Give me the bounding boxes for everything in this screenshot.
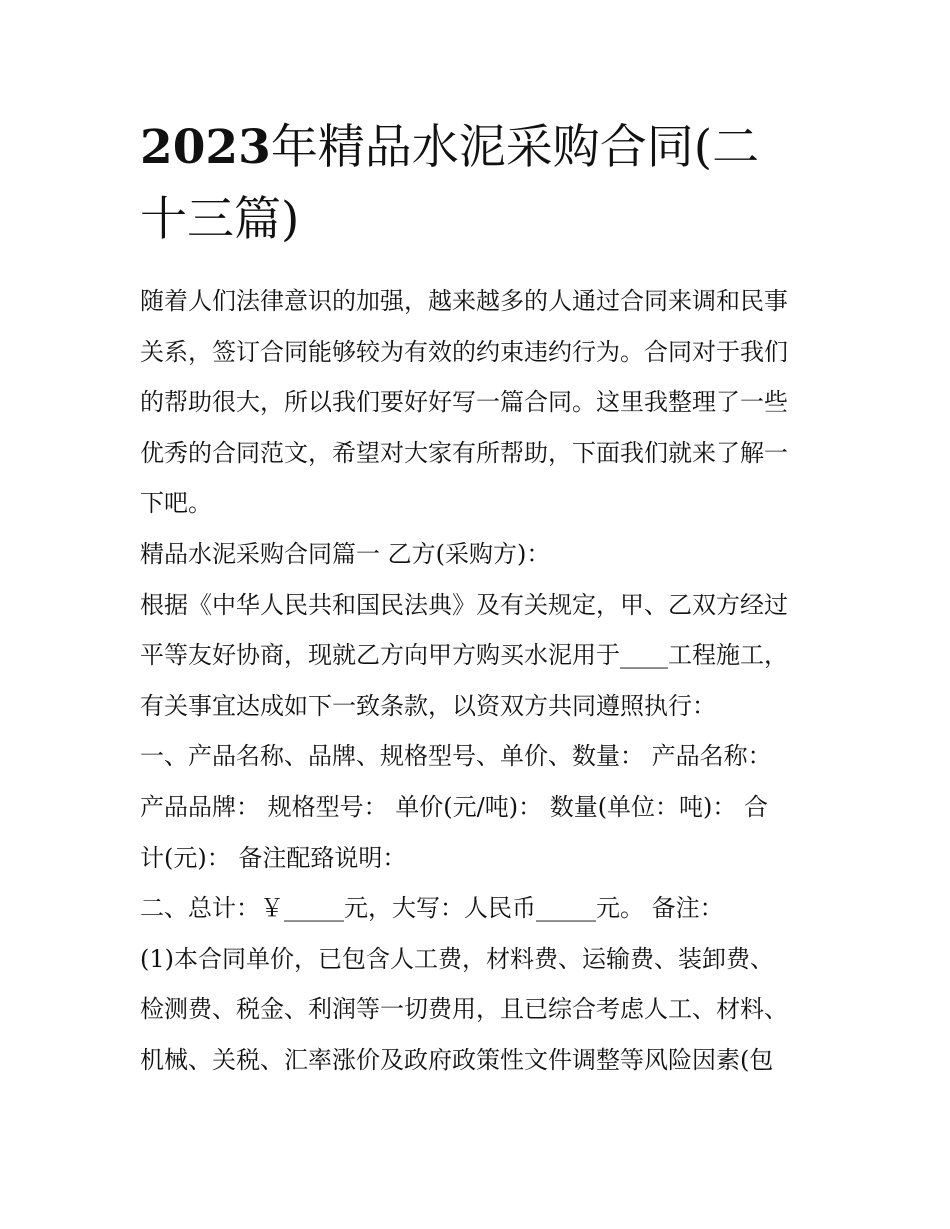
clause-2 <box>140 883 820 934</box>
preamble-paragraph <box>140 580 820 732</box>
clause-1-line: 计(元)： 备注配臵说明： <box>140 843 407 872</box>
document-title <box>140 112 820 256</box>
preamble-line: 有关事宜达成如下一致条款，以资双方共同遵照执行： <box>140 691 716 720</box>
intro-line: 随着人们法律意识的加强，越来越多的人通过合同来调和民事 <box>140 287 788 315</box>
title-line-1-text: 年精品水泥采购合同(二 <box>270 120 760 175</box>
section-heading-text: 精品水泥采购合同篇一 乙方(采购方)： <box>140 539 551 568</box>
intro-line: 关系，签订合同能够较为有效的约束违约行为。合同对于我们 <box>140 337 788 366</box>
intro-paragraph <box>140 276 820 529</box>
note-1-line: 机械、关税、汇率涨价及政府政策性文件调整等风险因素(包 <box>140 1045 774 1074</box>
clause-1-line: 一、产品名称、品牌、规格型号、单价、数量： 产品名称： <box>140 742 772 771</box>
document-body <box>140 276 820 1086</box>
clause-2-line: 二、总计：￥_____元，大写：人民币_____元。 备注： <box>140 894 724 923</box>
title-year: 2023 <box>140 120 271 175</box>
note-1-line: (1)本合同单价，已包含人工费，材料费、运输费、装卸费、 <box>140 944 774 973</box>
clause-1 <box>140 731 820 883</box>
intro-line: 下吧。 <box>140 489 212 518</box>
note-1 <box>140 934 820 1086</box>
intro-line: 的帮助很大，所以我们要好好写一篇合同。这里我整理了一些 <box>140 388 788 417</box>
section-heading <box>140 529 820 580</box>
intro-line: 优秀的合同范文，希望对大家有所帮助，下面我们就来了解一 <box>140 438 788 467</box>
preamble-line: 根据《中华人民共和国民法典》及有关规定，甲、乙双方经过 <box>140 590 788 619</box>
title-line-1 <box>140 112 820 184</box>
title-line-2: 十三篇) <box>140 192 300 247</box>
note-1-line: 检测费、税金、利润等一切费用，且已综合考虑人工、材料、 <box>140 995 788 1024</box>
preamble-line: 平等友好协商，现就乙方向甲方购买水泥用于____工程施工， <box>140 641 788 670</box>
clause-1-line: 产品品牌： 规格型号： 单价(元/吨)： 数量(单位：吨)： 合 <box>140 792 769 821</box>
